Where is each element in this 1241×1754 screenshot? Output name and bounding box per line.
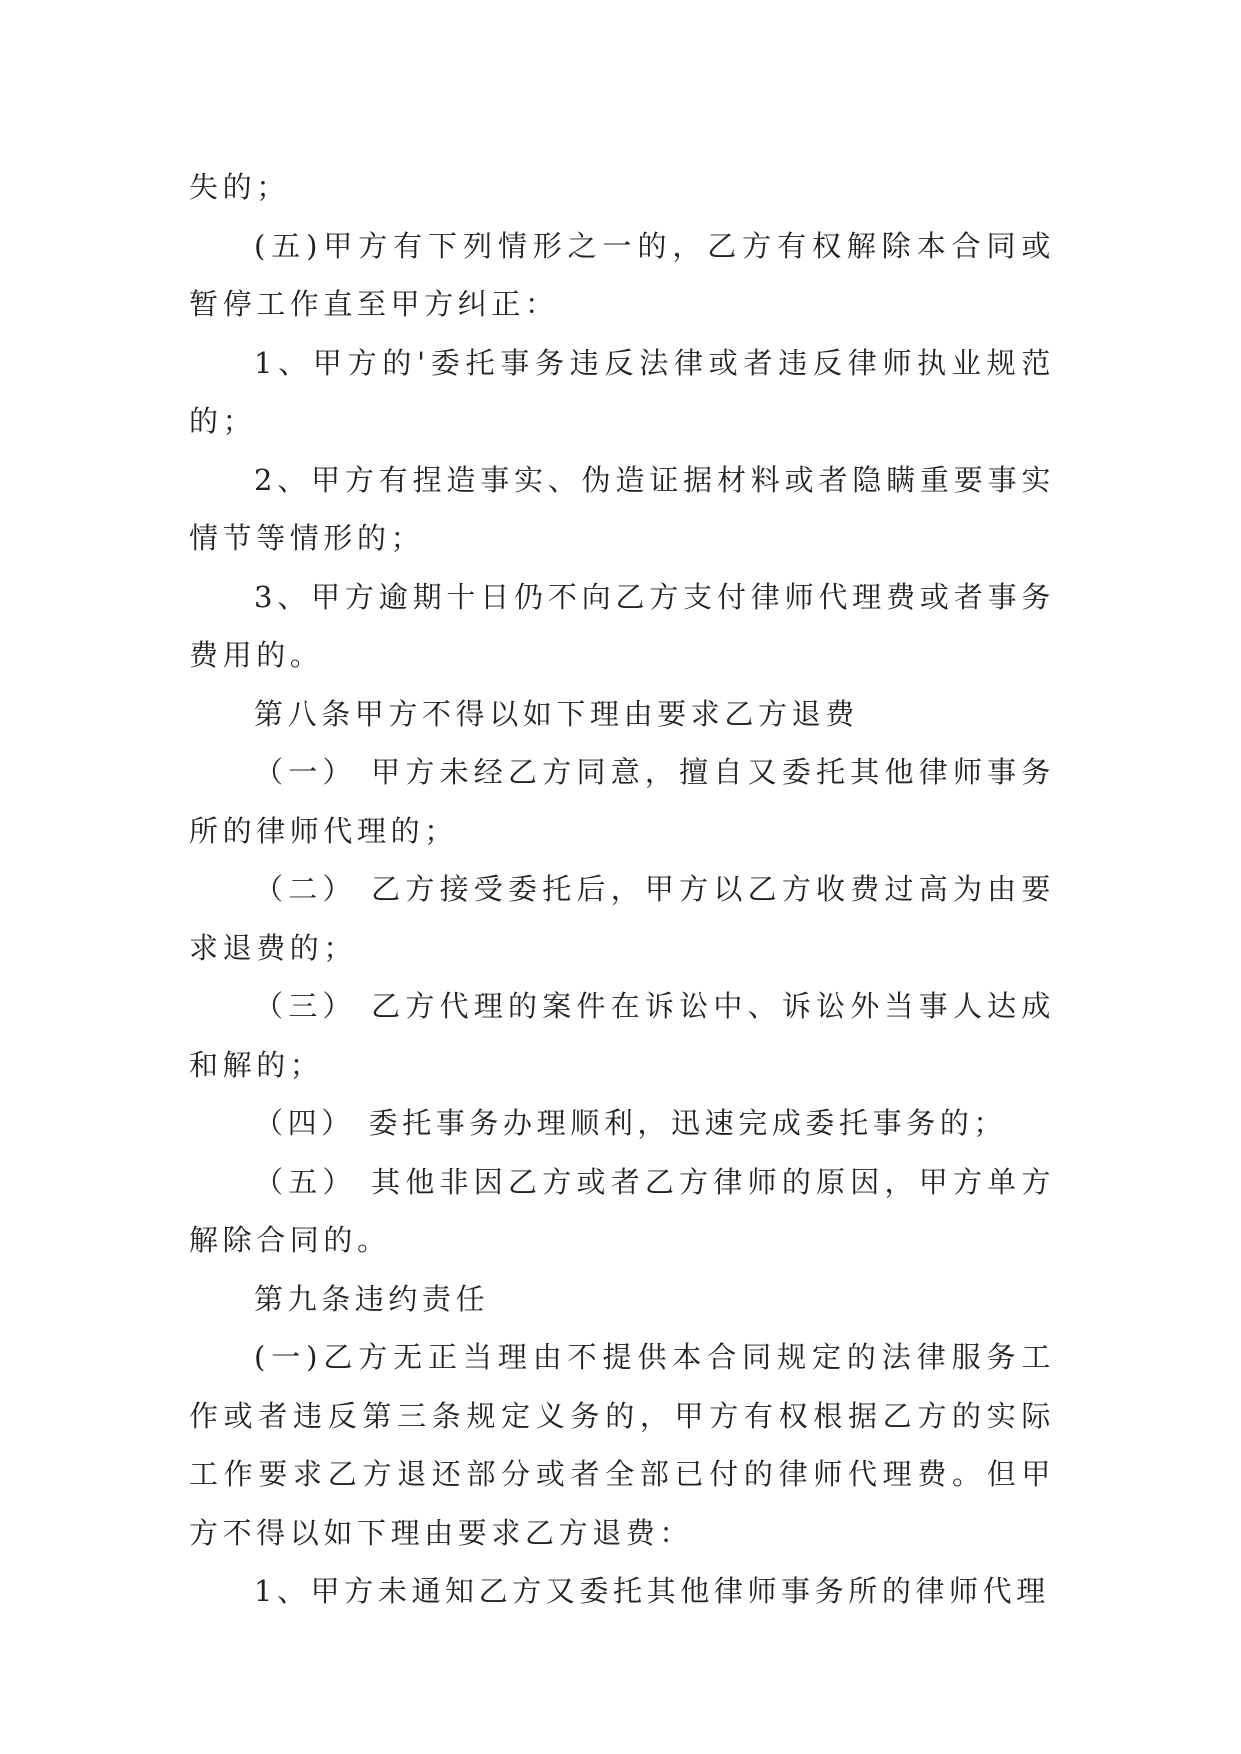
article-8-clause-3: （三） 乙方代理的案件在诉讼中、诉讼外当事人达成和解的；	[189, 989, 1055, 1082]
paragraph-item-1: 1、甲方的'委托事务违反法律或者违反律师执业规范的；	[189, 345, 1055, 438]
paragraph-item-2: 2、甲方有捏造事实、伪造证据材料或者隐瞒重要事实情节等情形的；	[189, 462, 1055, 555]
article-9-clause-1: (一)乙方无正当理由不提供本合同规定的法律服务工作或者违反第三条规定义务的，甲方有权根据乙方的实际工作要求乙方退还部分或者全部已付的律师代理费。但甲方不得以如下理由要求乙方退费：	[189, 1340, 1055, 1550]
article-8-clause-1: （一） 甲方未经乙方同意，擅自又委托其他律师事务所的律师代理的；	[189, 755, 1055, 848]
paragraph-continuation: 失的；	[189, 170, 290, 204]
paragraph-item-3: 3、甲方逾期十日仍不向乙方支付律师代理费或者事务费用的。	[189, 579, 1055, 672]
article-8-heading: 第八条甲方不得以如下理由要求乙方退费	[254, 696, 859, 731]
article-9-item-1: 1、甲方未通知乙方又委托其他律师事务所的律师代理	[254, 1574, 1050, 1608]
article-8-clause-4: （四） 委托事务办理顺利，迅速完成委托事务的；	[254, 1106, 1008, 1140]
contract-body	[189, 158, 1055, 1621]
paragraph-clause-5: (五)甲方有下列情形之一的，乙方有权解除本合同或暂停工作直至甲方纠正：	[189, 228, 1055, 321]
article-8-clause-5: （五） 其他非因乙方或者乙方律师的原因，甲方单方解除合同的。	[189, 1164, 1055, 1257]
article-9-heading: 第九条违约责任	[254, 1281, 490, 1316]
article-8-clause-2: （二） 乙方接受委托后，甲方以乙方收费过高为由要求退费的；	[189, 872, 1055, 965]
